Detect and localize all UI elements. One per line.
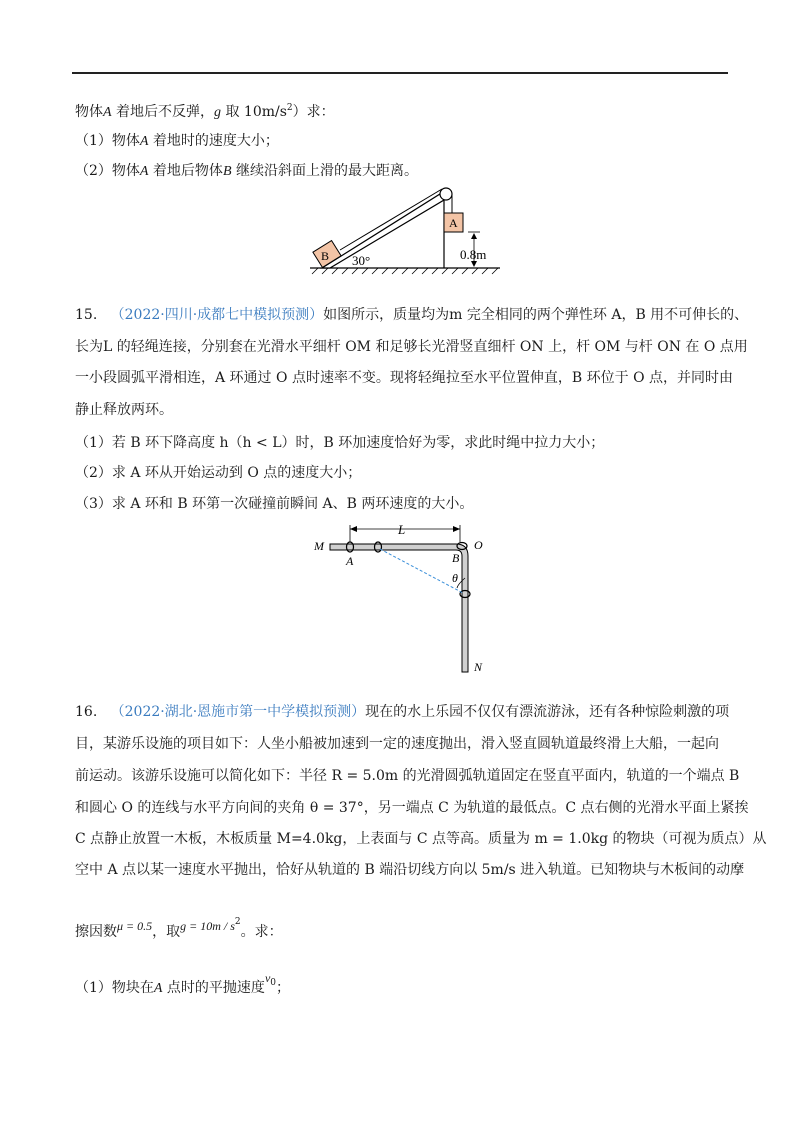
q15-stem-line-2: 长为L 的轻绳连接，分别套在光滑水平细杆 OM 和足够长光滑竖直细杆 ON 上，杆 OM 与杆 ON 在 O 点用 bbox=[75, 339, 748, 355]
question-number: 15. bbox=[75, 307, 98, 323]
superscript: 2 bbox=[234, 917, 241, 927]
rods-rings-figure bbox=[310, 520, 500, 680]
var-a: A bbox=[139, 164, 149, 179]
block-a bbox=[444, 213, 463, 232]
q16-part-text: （1）物块在 bbox=[75, 980, 154, 996]
q15-header bbox=[75, 305, 748, 325]
q15-part-2: （2）求 A 环从开始运动到 O 点的速度大小； bbox=[75, 465, 362, 481]
q14-part-text: （2）物体 bbox=[75, 163, 140, 179]
label-o: O bbox=[474, 538, 483, 552]
arrow-up-icon bbox=[471, 233, 477, 239]
angle-label: 30° bbox=[352, 253, 371, 268]
q15-stem-line-4: 静止释放两环。 bbox=[75, 402, 173, 418]
q15-part-3: （3）求 A 环和 B 环第一次碰撞前瞬间 A、B 两环速度的大小。 bbox=[75, 496, 474, 512]
label-b: B bbox=[452, 551, 460, 565]
rope bbox=[340, 189, 442, 250]
label-m: M bbox=[314, 539, 324, 553]
q14-part-text: 着地时的速度大小； bbox=[148, 133, 279, 149]
q14-part-1 bbox=[75, 131, 279, 152]
q14-part-text: （1）物体 bbox=[75, 133, 140, 149]
label-l: L bbox=[398, 522, 406, 537]
q15-stem-line-3: 一小段圆弧平滑相连，A 环通过 O 点时速率不变。现将轻绳拉至水平位置伸直，B 环位于 O 点，并同时由 bbox=[75, 370, 734, 386]
q14-intro-text: ）求： bbox=[292, 104, 335, 120]
q16-text: 。求： bbox=[240, 924, 283, 940]
arrow-left-icon bbox=[350, 526, 357, 532]
q14-part-text: 继续沿斜面上滑的最大距离。 bbox=[231, 163, 418, 179]
mu-expression: μ = 0.5 bbox=[117, 919, 153, 933]
q15-part-1: （1）若 B 环下降高度 h（h < L）时，B 环加速度恰好为零，求此时绳中拉力大小； bbox=[75, 435, 605, 451]
q14-intro-text: 物体 bbox=[75, 104, 103, 120]
var-g: g bbox=[214, 105, 222, 120]
q16-stem-line-3: 前运动。该游乐设施可以简化如下：半径 R = 5.0m 的光滑圆弧轨道固定在竖直平面内，轨道的一个端点 B bbox=[75, 768, 740, 784]
question-source: （2022·湖北·恩施市第一中学模拟预测） bbox=[110, 704, 366, 720]
var-a: A bbox=[153, 981, 163, 996]
label-a: A bbox=[449, 216, 458, 230]
subscript: 0 bbox=[270, 978, 276, 988]
v0-symbol: v bbox=[264, 971, 271, 985]
q16-part-text: ； bbox=[276, 980, 290, 996]
q16-text: 擦因数 bbox=[75, 924, 117, 940]
var-b: B bbox=[222, 164, 232, 179]
arrow-right-icon bbox=[453, 526, 460, 532]
q14-intro-text: 着地后不反弹， bbox=[111, 104, 215, 120]
question-source: （2022·四川·成都七中模拟预测） bbox=[110, 307, 324, 323]
pulley-icon bbox=[440, 188, 452, 200]
var-a: A bbox=[103, 105, 112, 120]
var-a: A bbox=[139, 134, 149, 149]
q16-header bbox=[75, 702, 729, 722]
g-expression: g = 10m / s bbox=[180, 919, 235, 933]
q15-stem-line: 如图所示，质量均为m 完全相同的两个弹性环 A，B 用不可伸长的、 bbox=[323, 307, 749, 323]
q16-stem-line-5: C 点静止放置一木板，木板质量 M=4.0kg，上表面与 C 点等高。质量为 m = 1.0kg 的物块（可视为质点）从 bbox=[75, 831, 767, 847]
label-a: A bbox=[346, 554, 354, 568]
ground-hatch bbox=[312, 268, 498, 274]
incline-pulley-figure bbox=[300, 180, 520, 280]
q16-text: ，取 bbox=[152, 924, 181, 940]
q16-friction-line bbox=[75, 912, 283, 942]
incline-plane bbox=[322, 194, 444, 268]
rope-dashed bbox=[380, 549, 463, 593]
q16-stem-line-2: 目，某游乐设施的项目如下：人坐小船被加速到一定的速度抛出，滑入竖直圆轨道最终滑上大船，一起向 bbox=[75, 736, 719, 752]
label-theta: θ bbox=[452, 571, 458, 585]
q16-part-text: 点时的平抛速度 bbox=[162, 980, 265, 996]
q16-part-1 bbox=[75, 968, 290, 999]
q14-intro-text: 取 10m/s bbox=[221, 104, 287, 120]
question-number: 16. bbox=[75, 704, 98, 720]
q16-stem-line-4: 和圆心 O 的连线与水平方向间的夹角 θ = 37°，另一端点 C 为轨道的最低点。C 点右侧的光滑水平面上紧挨 bbox=[75, 800, 749, 816]
label-b: B bbox=[321, 249, 330, 263]
q14-intro bbox=[75, 98, 335, 123]
header-rule bbox=[72, 72, 728, 74]
q14-part-2 bbox=[75, 161, 418, 182]
label-n: N bbox=[474, 660, 483, 674]
height-label: 0.8m bbox=[460, 247, 487, 262]
superscript: 2 bbox=[286, 103, 293, 113]
q16-stem-line-6: 空中 A 点以某一速度水平抛出，恰好从轨道的 B 端沿切线方向以 5m/s 进入轨道。已知物块与木板间的动摩 bbox=[75, 862, 745, 878]
q16-stem-line: 现在的水上乐园不仅仅有漂流游泳，还有各种惊险刺激的项 bbox=[365, 704, 730, 720]
q14-part-text: 着地后物体 bbox=[148, 163, 223, 179]
